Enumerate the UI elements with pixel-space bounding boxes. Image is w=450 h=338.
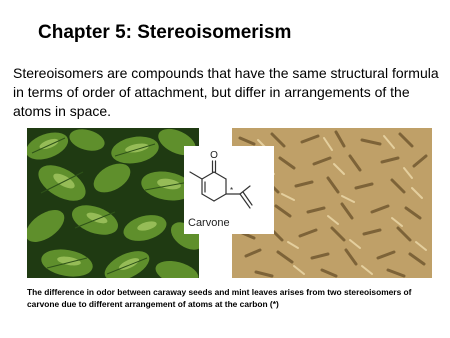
carvone-structure — [184, 146, 274, 234]
oxygen-label: O — [210, 150, 218, 161]
intro-paragraph: Stereoisomers are compounds that have the same structural formula in terms of order of attachment, but differ in arrangements of the atoms in space. — [13, 65, 439, 119]
figure-caption: The difference in odor between caraway seeds and mint leaves arises from two stereoisomers of carvone due to different arrangement of atoms at the carbon (*) — [27, 287, 412, 309]
mint-leaves-photo — [27, 128, 199, 278]
molecule-name: Carvone — [188, 217, 230, 229]
slide-title: Chapter 5: Stereoisomerism — [38, 22, 292, 43]
stereo-center-mark: * — [230, 186, 234, 195]
